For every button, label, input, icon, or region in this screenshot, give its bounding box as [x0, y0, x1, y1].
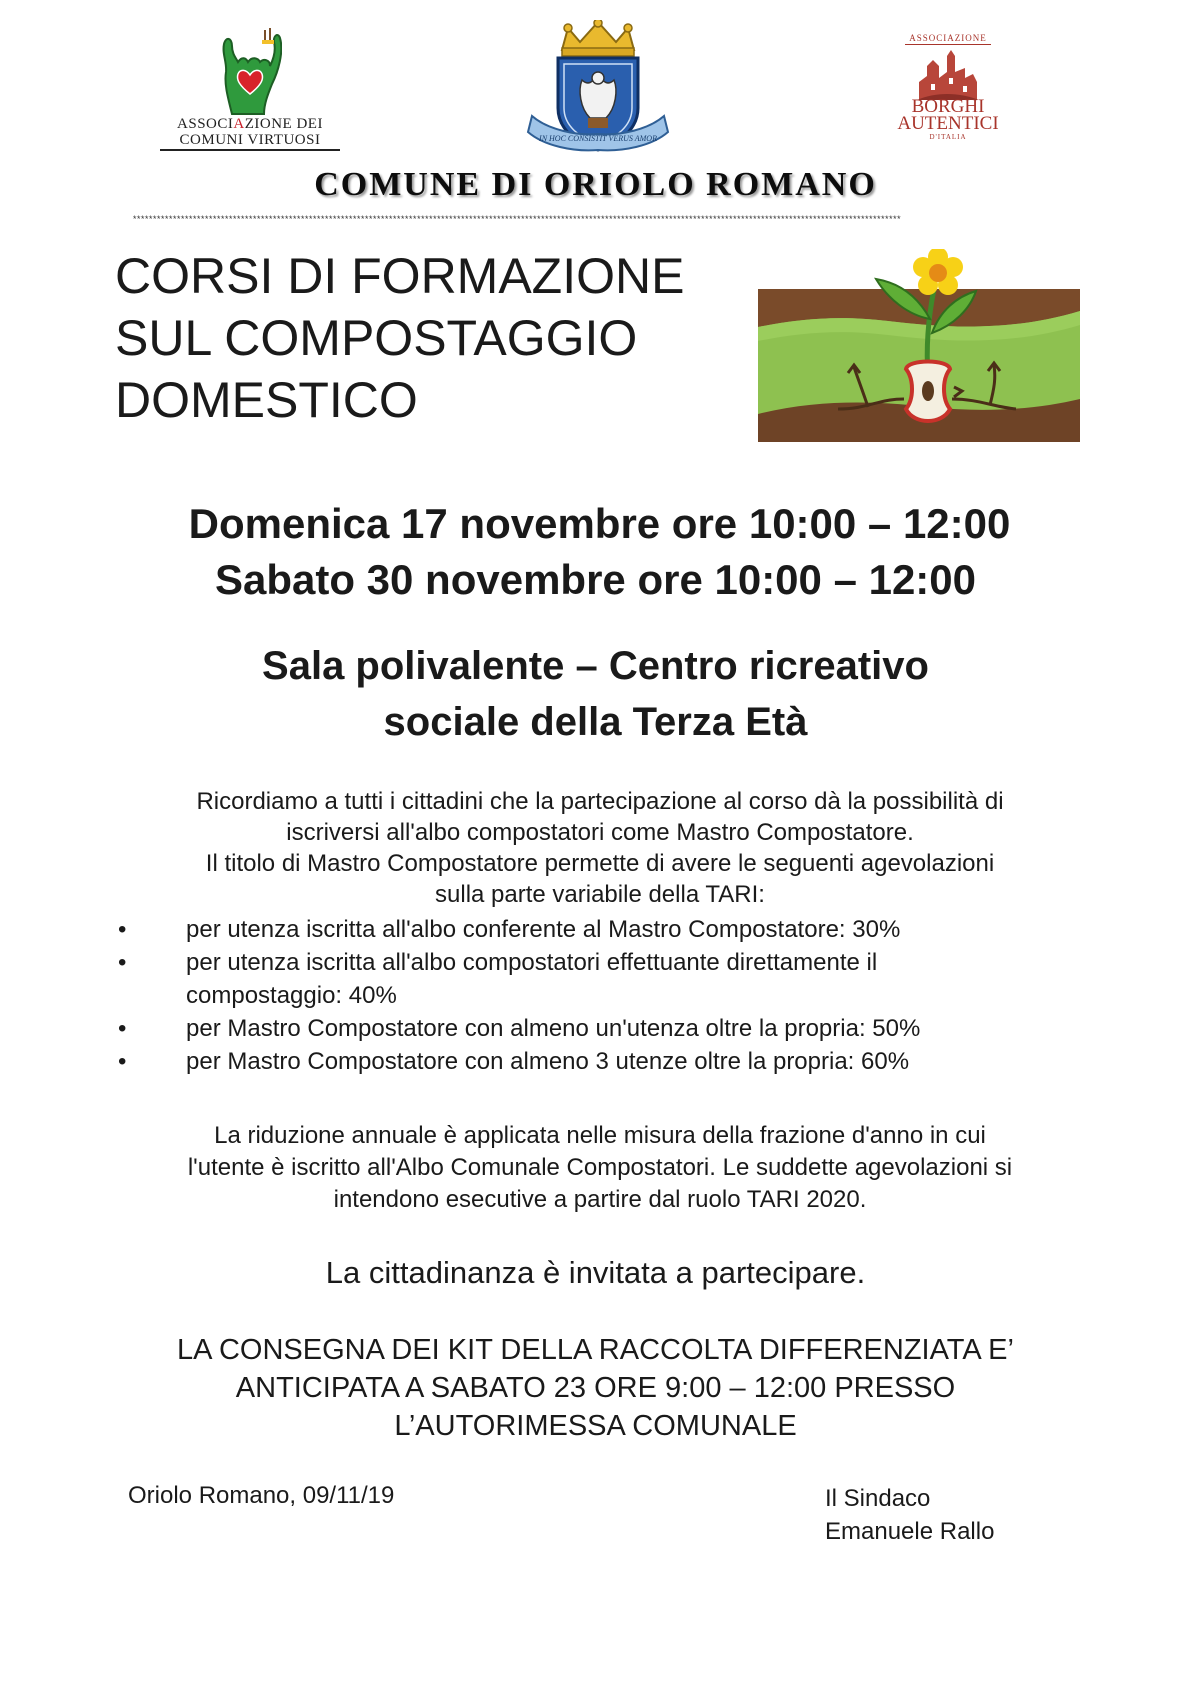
bullet-icon: •: [118, 1048, 127, 1075]
kit-line-2: ANTICIPATA A SABATO 23 ORE 9:00 – 12:00 PRESSO: [235, 1372, 956, 1404]
borghi-autentici-logo: [893, 28, 1003, 160]
signature-block: [825, 1482, 994, 1548]
virtuosi-line1-suffix: ZIONE DEI: [244, 116, 323, 132]
virtuosi-line1-prefix: ASSOCI: [177, 116, 234, 132]
heart-hand-icon: [218, 28, 282, 116]
list-item: [110, 1012, 1090, 1045]
borghi-assoc-label: ASSOCIAZIONE: [905, 33, 991, 45]
borghi-name-line1: BORGHI: [911, 96, 985, 117]
discount-text: per Mastro Compostatore con almeno un'utenza oltre la propria: 50%: [186, 1015, 921, 1042]
list-item: [110, 1045, 1090, 1078]
course-title: [115, 245, 684, 431]
course-dates: [0, 496, 1191, 608]
intro-line-2: iscriversi all'albo compostatori come Mastro Compostatore.: [286, 819, 914, 846]
course-title-line-2: SUL COMPOSTAGGIO: [115, 310, 638, 366]
comuni-virtuosi-logo: [160, 28, 340, 158]
bullet-icon: •: [118, 949, 127, 976]
compost-flower-illustration: [758, 249, 1080, 442]
virtuosi-line1-accent: A: [233, 116, 245, 132]
invitation-text: La cittadinanza è invitata a partecipare.: [325, 1255, 866, 1290]
discount-text: per utenza iscritta all'albo compostatori effettuante direttamente il: [186, 949, 878, 976]
reduction-line-3: intendono esecutive a partire dal ruolo TARI 2020.: [333, 1186, 867, 1213]
course-date-1: Domenica 17 novembre ore 10:00 – 12:00: [188, 500, 1011, 547]
intro-line-3: Il titolo di Mastro Compostatore permette di avere le seguenti agevolazioni: [205, 850, 995, 877]
reduction-paragraph: [110, 1120, 1090, 1216]
crest-motto: IN HOC CONSISTIT VERUS AMOR: [539, 134, 657, 143]
kit-line-3: L’AUTORIMESSA COMUNALE: [394, 1410, 797, 1442]
intro-line-4: sulla parte variabile della TARI:: [435, 881, 765, 908]
course-date-2: Sabato 30 novembre ore 10:00 – 12:00: [214, 556, 977, 603]
signature-name: Emanuele Rallo: [825, 1518, 995, 1545]
intro-line-1: Ricordiamo a tutti i cittadini che la partecipazione al corso dà la possibilità di: [196, 788, 1004, 815]
discount-list: [110, 913, 1090, 1078]
kit-line-1: LA CONSEGNA DEI KIT DELLA RACCOLTA DIFFERENZIATA E’: [177, 1334, 1014, 1366]
reduction-line-1: La riduzione annuale è applicata nelle misura della frazione d'anno in cui: [214, 1122, 986, 1149]
virtuosi-line2: COMUNI VIRTUOSI: [160, 132, 340, 151]
asterisk-separator: ************************************************************************************************************************************************************************************************: [132, 215, 901, 225]
village-icon: [915, 48, 981, 100]
comune-title: COMUNE DI ORIOLO ROMANO: [314, 166, 877, 203]
reduction-line-2: l'utente è iscritto all'Albo Comunale Compostatori. Le suddette agevolazioni si: [187, 1154, 1013, 1181]
kit-notice: [0, 1331, 1191, 1445]
course-venue: [0, 638, 1191, 750]
venue-line-1: Sala polivalente – Centro ricreativo: [262, 644, 929, 688]
pelican-crest-icon: [518, 20, 678, 158]
place-and-date: Oriolo Romano, 09/11/19: [128, 1482, 395, 1509]
discount-text: per Mastro Compostatore con almeno 3 utenze oltre la propria: 60%: [186, 1048, 910, 1075]
discount-text: per utenza iscritta all'albo conferente al Mastro Compostatore: 30%: [186, 916, 901, 943]
signature-title: Il Sindaco: [825, 1485, 931, 1512]
venue-line-2: sociale della Terza Età: [383, 700, 808, 744]
borghi-sub-label: D'ITALIA: [929, 133, 967, 141]
bullet-icon: •: [118, 1015, 127, 1042]
comuni-virtuosi-text: [160, 116, 340, 151]
bullet-icon: •: [118, 916, 127, 943]
list-item: [110, 946, 1090, 1012]
course-title-line-3: DOMESTICO: [115, 372, 418, 428]
borghi-name-line2: AUTENTICI: [897, 113, 999, 134]
list-item: [110, 913, 1090, 946]
course-title-line-1: CORSI DI FORMAZIONE: [115, 248, 685, 304]
municipal-crest: [518, 20, 678, 158]
intro-paragraph: [110, 786, 1090, 910]
discount-text-continued: compostaggio: 40%: [186, 982, 397, 1009]
